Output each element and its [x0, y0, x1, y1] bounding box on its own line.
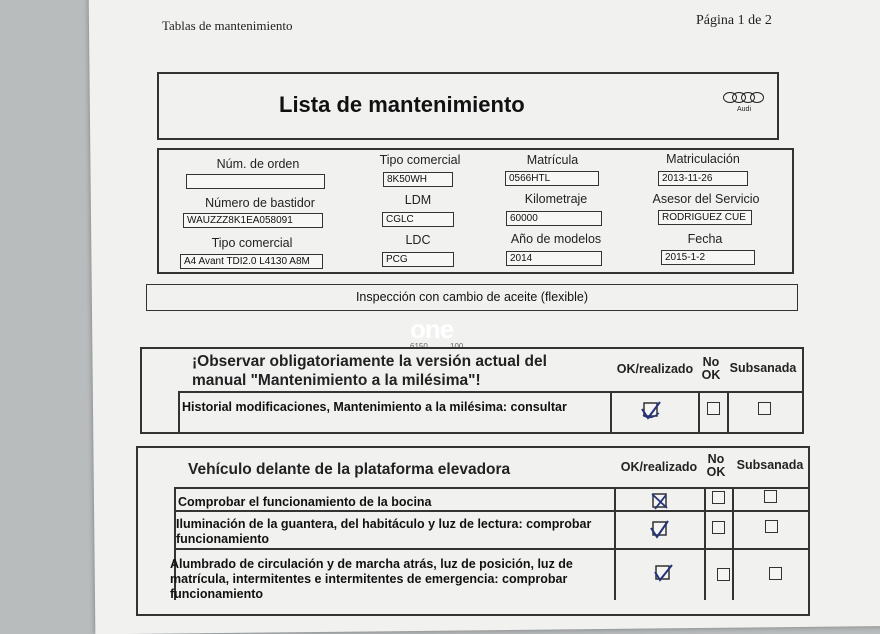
- anio-modelos-field[interactable]: 2014: [506, 251, 602, 266]
- inspection-type-box: [146, 284, 798, 311]
- fecha-field[interactable]: 2015-1-2: [661, 250, 755, 265]
- section-2-row-3-nook-checkbox[interactable]: [717, 568, 730, 581]
- matriculacion-field[interactable]: 2013-11-26: [658, 171, 748, 186]
- watermark-number-2: 100: [450, 342, 464, 351]
- ldm-field[interactable]: CGLC: [382, 212, 454, 227]
- title-box: [157, 72, 779, 140]
- section-1-subsanada-header: Subsanada: [729, 361, 797, 375]
- section-2-row-3-ok-checkbox[interactable]: [652, 562, 674, 584]
- section-1-title: ¡Observar obligatoriamente la versión actual del manual "Mantenimiento a la milésima"!: [192, 353, 547, 389]
- document-title: Lista de mantenimiento: [279, 92, 525, 117]
- header-left-text: Tablas de mantenimiento: [162, 18, 293, 33]
- orden-field[interactable]: [186, 174, 325, 189]
- section-2-row-1-ok-checkbox[interactable]: [649, 490, 671, 512]
- section-1-ok-header: OK/realizado: [616, 362, 694, 376]
- ldc-field[interactable]: PCG: [382, 252, 454, 267]
- section-2-row-2-subsanada-checkbox[interactable]: [765, 520, 778, 533]
- bastidor-label: Número de bastidor: [205, 196, 315, 210]
- matricula-label: Matrícula: [526, 153, 579, 167]
- tipo-comercial-field-2[interactable]: A4 Avant TDI2.0 L4130 A8M: [180, 254, 323, 269]
- section-2-row-1-nook-checkbox[interactable]: [712, 491, 725, 504]
- ldm-label: LDM: [404, 193, 432, 207]
- section-2-subsanada-header: Subsanada: [736, 458, 804, 472]
- asesor-field[interactable]: RODRIGUEZ CUE: [658, 210, 752, 225]
- matricula-field[interactable]: 0566HTL: [505, 171, 599, 186]
- tipo-comercial-label-2: Tipo comercial: [211, 236, 293, 250]
- section-2-row-2-ok-checkbox[interactable]: [649, 518, 671, 540]
- audi-logo-icon: [723, 92, 771, 118]
- section-1-row-1-nook-checkbox[interactable]: [707, 402, 720, 415]
- asesor-label: Asesor del Servicio: [652, 192, 760, 206]
- anio-modelos-label: Año de modelos: [510, 232, 602, 246]
- section-2-row-3-text: Alumbrado de circulación y de marcha atrás, luz de posición, luz de matrícula, intermitentes e intermitentes de emergencia: comprobar funcionamiento: [170, 557, 573, 601]
- section-2-ok-header: OK/realizado: [620, 460, 698, 474]
- section-2-row-2-text: Iluminación de la guantera, del habitáculo y luz de lectura: comprobar funcionamiento: [176, 517, 592, 546]
- orden-label: Núm. de orden: [216, 157, 300, 171]
- bastidor-field[interactable]: WAUZZZ8K1EA058091: [183, 213, 323, 228]
- inspection-type-text: Inspección con cambio de aceite (flexible): [355, 290, 589, 304]
- watermark-text: one: [410, 314, 454, 344]
- section-2-nook-header: No OK: [706, 452, 726, 479]
- fecha-label: Fecha: [687, 232, 723, 246]
- section-2-row-1-subsanada-checkbox[interactable]: [764, 490, 777, 503]
- section-2-row-2-nook-checkbox[interactable]: [712, 521, 725, 534]
- section-2-row-3-subsanada-checkbox[interactable]: [769, 567, 782, 580]
- matriculacion-label: Matriculación: [666, 152, 740, 166]
- section-1-row-1-subsanada-checkbox[interactable]: [758, 402, 771, 415]
- watermark-number-1: 6150: [410, 342, 428, 351]
- kilometraje-field[interactable]: 60000: [506, 211, 602, 226]
- kilometraje-label: Kilometraje: [524, 192, 588, 206]
- section-1-row-1-ok-checkbox[interactable]: [640, 399, 662, 421]
- section-2-row-1-text: Comprobar el funcionamiento de la bocina: [178, 495, 432, 509]
- tipo-comercial-field-1[interactable]: 8K50WH: [383, 172, 453, 187]
- section-1-row-1-text: Historial modificaciones, Mantenimiento a la milésima: consultar: [182, 400, 567, 414]
- section-1-nook-header: No OK: [701, 355, 721, 382]
- page-number: Página 1 de 2: [696, 13, 772, 28]
- ldc-label: LDC: [405, 233, 431, 247]
- tipo-comercial-label-1: Tipo comercial: [379, 153, 461, 167]
- brand-label: Audi: [737, 106, 752, 113]
- section-2-title: Vehículo delante de la plataforma elevadora: [188, 461, 511, 478]
